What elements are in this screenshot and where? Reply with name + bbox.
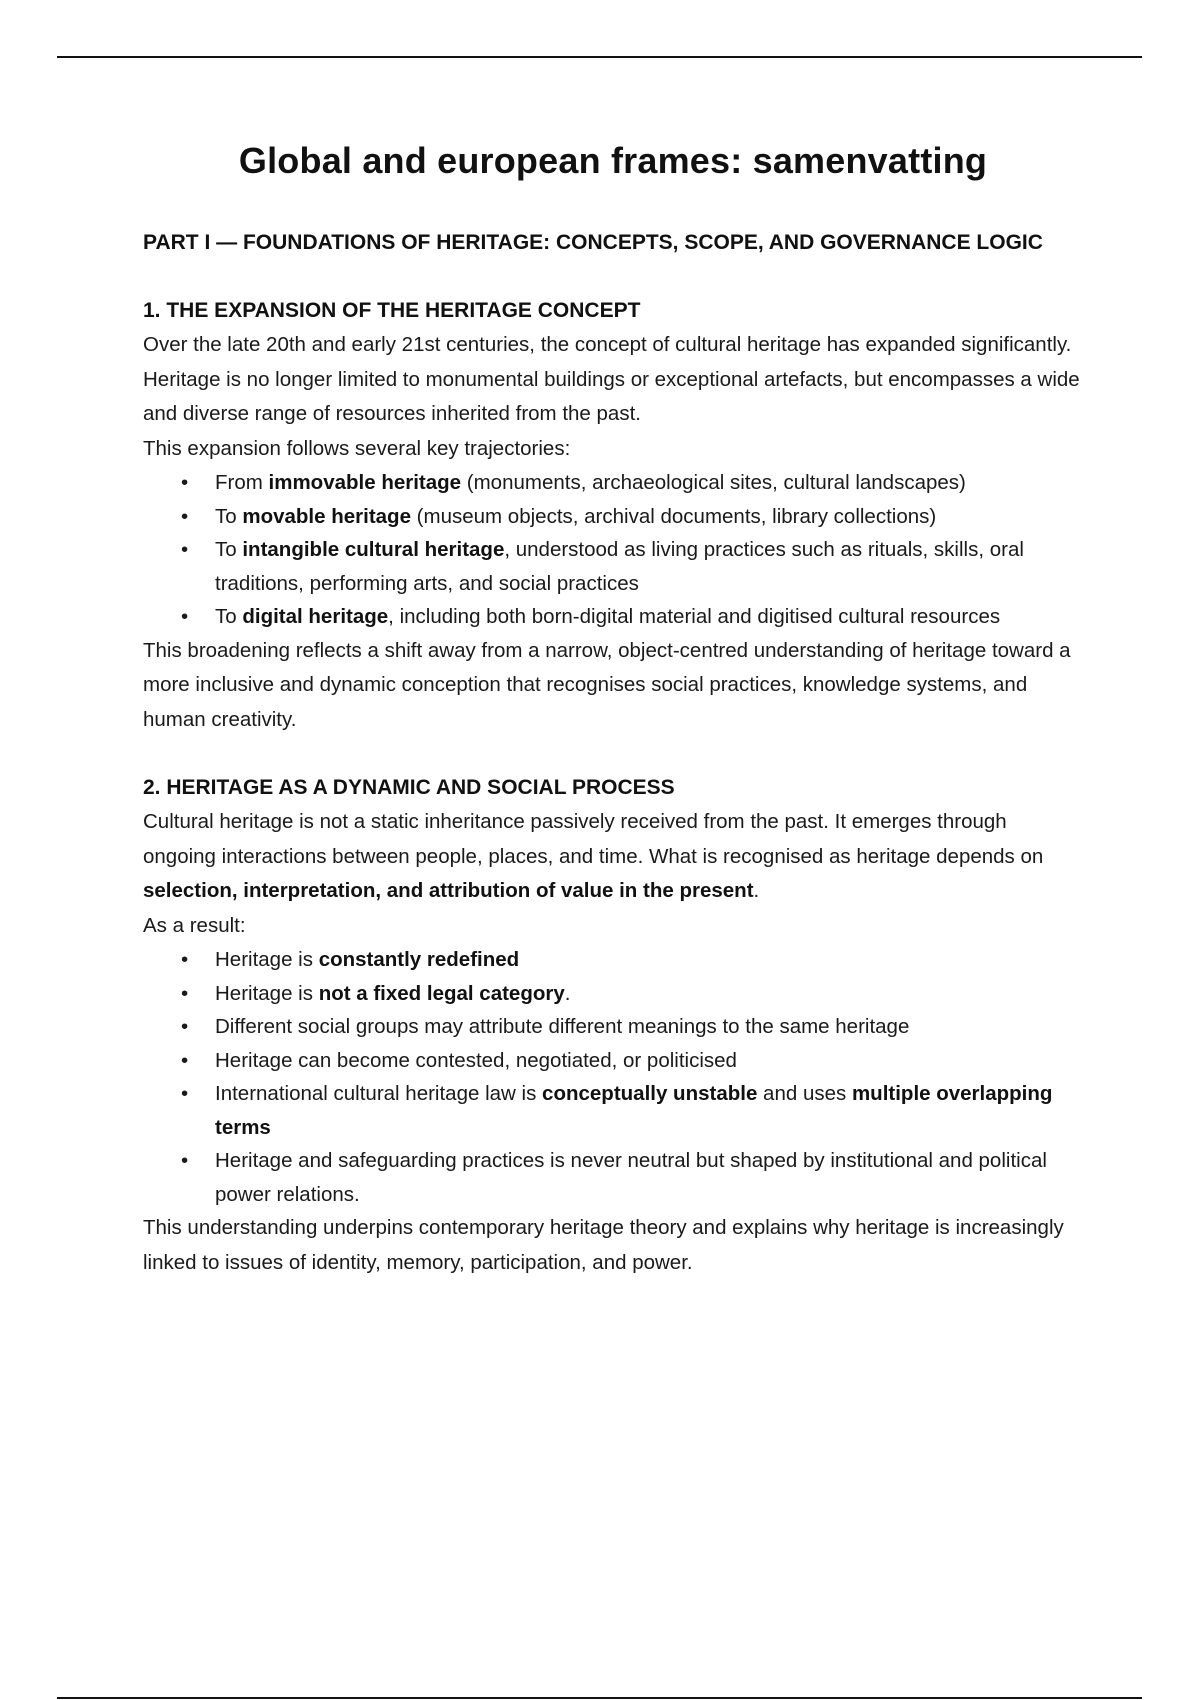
list-item: • From immovable heritage (monuments, archaeological sites, cultural landscapes) bbox=[143, 466, 1083, 500]
bottom-rule bbox=[57, 1697, 1142, 1699]
list-item: • Different social groups may attribute different meanings to the same heritage bbox=[143, 1010, 1083, 1044]
section-1-bullet-list bbox=[143, 466, 1083, 634]
list-item: • International cultural heritage law is conceptually unstable and uses multiple overlapping terms bbox=[143, 1077, 1083, 1144]
document-title: Global and european frames: samenvatting bbox=[238, 140, 988, 181]
section-1-closing: This broadening reflects a shift away from a narrow, object-centred understanding of heritage toward a more inclusive and dynamic conception that recognises social practices, knowledge systems, and human creativity. bbox=[143, 638, 1071, 731]
top-rule bbox=[57, 56, 1142, 58]
part-heading: PART I — FOUNDATIONS OF HERITAGE: CONCEPTS, SCOPE, AND GOVERNANCE LOGIC bbox=[143, 231, 1043, 254]
list-item: • Heritage can become contested, negotiated, or politicised bbox=[143, 1044, 1083, 1078]
section-1-intro: Over the late 20th and early 21st centuries, the concept of cultural heritage has expanded significantly. Heritage is no longer limited to monumental buildings or exceptional artefacts, but encompasses a wide and diverse range of resources inherited from the past. bbox=[143, 333, 1080, 425]
section-2-intro: Cultural heritage is not a static inheritance passively received from the past. It emerges through ongoing interactions between people, places, and time. What is recognised as heritage depends on selection, interpretation, and attribution of value in the present. bbox=[143, 810, 1044, 902]
bullet-icon: • bbox=[181, 538, 189, 561]
list-item: • Heritage is constantly redefined bbox=[143, 943, 1083, 977]
section-2-heading: 2. HERITAGE AS A DYNAMIC AND SOCIAL PROCESS bbox=[143, 776, 675, 799]
bullet-icon: • bbox=[181, 605, 189, 628]
section-2-bullet-list bbox=[143, 943, 1083, 1211]
bullet-icon: • bbox=[181, 471, 189, 494]
bullet-icon: • bbox=[181, 981, 189, 1005]
section-2-lead: As a result: bbox=[143, 913, 246, 937]
bullet-icon: • bbox=[181, 504, 189, 528]
section-1-lead: This expansion follows several key trajectories: bbox=[143, 436, 571, 460]
section-2-closing: This understanding underpins contemporary heritage theory and explains why heritage is increasingly linked to issues of identity, memory, participation, and power. bbox=[143, 1216, 1064, 1274]
section-1-heading: 1. THE EXPANSION OF THE HERITAGE CONCEPT bbox=[143, 299, 641, 322]
list-item: • Heritage is not a fixed legal category. bbox=[143, 977, 1083, 1011]
bullet-icon: • bbox=[181, 1082, 189, 1105]
list-item: • To intangible cultural heritage, understood as living practices such as rituals, skills, oral traditions, performing arts, and social practices bbox=[143, 533, 1083, 600]
document-page bbox=[143, 140, 1083, 1280]
bullet-icon: • bbox=[181, 1015, 189, 1038]
list-item: • To movable heritage (museum objects, archival documents, library collections) bbox=[143, 500, 1083, 534]
bullet-icon: • bbox=[181, 1048, 189, 1072]
bullet-icon: • bbox=[181, 948, 189, 971]
bullet-icon: • bbox=[181, 1149, 189, 1172]
list-item: • To digital heritage, including both born-digital material and digitised cultural resources bbox=[143, 600, 1083, 634]
list-item: • Heritage and safeguarding practices is never neutral but shaped by institutional and political power relations. bbox=[143, 1144, 1083, 1211]
